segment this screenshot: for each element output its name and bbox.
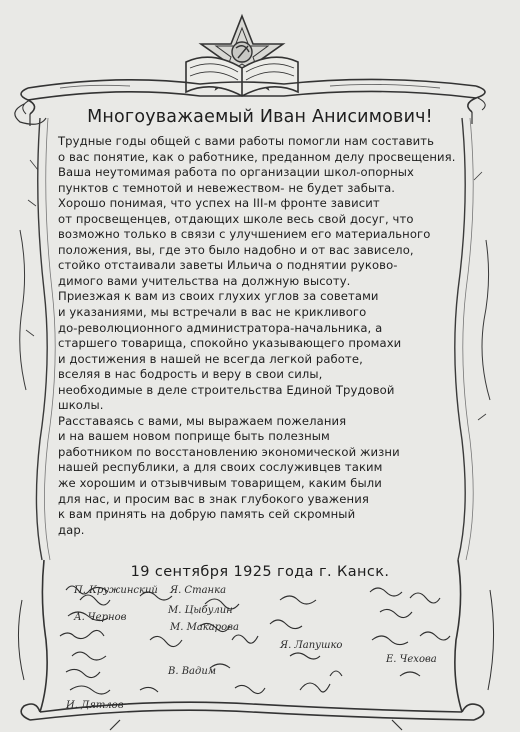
letter-line: вселяя в нас бодрость и веру в свои силы,: [58, 367, 323, 382]
letter-line: и достижения в нашей не всегда легкой работе,: [58, 351, 363, 366]
letter-line: же хорошим и отзывчивым товарищем, каким были: [58, 476, 382, 491]
letter-line: Приезжая к вам из своих глухих углов за советами: [58, 289, 379, 304]
signature: М. Макарова: [170, 622, 239, 633]
letter-line: Расставаясь с вами, мы выражаем пожелания: [58, 413, 347, 428]
letter-line: стойко отстаивали заветы Ильича о поднятии руково-: [58, 258, 398, 273]
letter-line: нашей республики, а для своих сослуживцев таким: [58, 460, 383, 475]
letter-line: дар.: [58, 522, 85, 537]
letter-line: димого вами учительства на должную высоту.: [58, 273, 351, 288]
signatures-scrawl: [60, 586, 450, 694]
signature: Я. Станка: [170, 585, 227, 596]
letter-line: работником по восстановлению экономической жизни: [58, 444, 400, 459]
signature: М. Цыбулин: [168, 605, 233, 616]
letter-line: от просвещенцев, отдающих школе весь свой досуг, что: [58, 211, 414, 226]
letter-line: пунктов с темнотой и невежеством- не будет забыта.: [58, 180, 396, 195]
letter-line: старшего товарища, спокойно указывающего промахи: [58, 336, 402, 351]
letter-line: и на вашем новом поприще быть полезным: [58, 429, 330, 444]
signature: П. Кружинский: [74, 585, 158, 596]
signature: А. Чернов: [74, 612, 127, 623]
letter-body: [58, 134, 456, 538]
letter-line: положения, вы, где это было надобно и от вас зависело,: [58, 242, 414, 257]
letter-line: Ваша неутомимая работа по организации школ-опорных: [58, 165, 414, 180]
salutation: Многоуважаемый Иван Анисимович!: [87, 107, 433, 127]
signature: И. Дятлов: [66, 700, 124, 711]
letter-line: к вам принять на добрую память сей скромный: [58, 507, 356, 522]
signature: Е. Чехова: [386, 654, 437, 665]
signature: Я. Лапушко: [280, 640, 343, 651]
letter-line: возможно только в связи с улучшением его материального: [58, 227, 431, 242]
letter-line: и указаниями, мы встречали в вас не крикливого: [58, 305, 367, 320]
signature: В. Вадим: [168, 666, 217, 677]
letter-line: о вас понятие, как о работнике, преданном делу просвещения.: [58, 149, 456, 164]
letter-line: необходимые в деле строительства Единой Трудовой: [58, 382, 395, 397]
date-and-place: 19 сентября 1925 года г. Канск.: [130, 564, 390, 580]
letter-line: до-революционного администратора-начальника, а: [58, 320, 383, 335]
letter-line: для нас, и просим вас в знак глубокого уважения: [58, 491, 369, 506]
letter-line: школы.: [58, 398, 104, 413]
letter-line: Хорошо понимая, что успех на III-м фронте зависит: [58, 196, 380, 211]
letter-line: Трудные годы общей с вами работы помогли нам составить: [58, 134, 435, 148]
